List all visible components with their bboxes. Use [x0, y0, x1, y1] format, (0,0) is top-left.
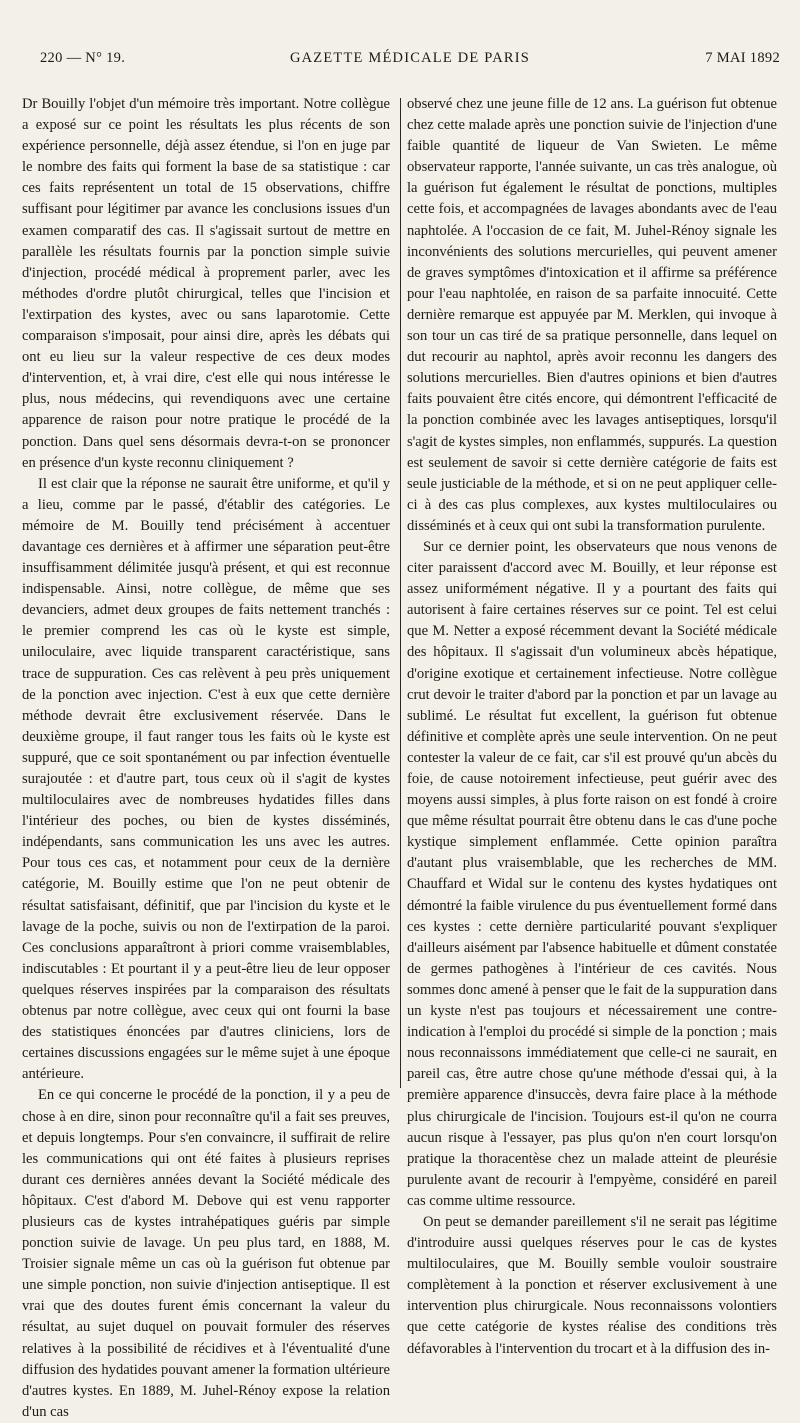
- left-column: [22, 94, 390, 1420]
- publication-title: GAZETTE MÉDICALE DE PARIS: [289, 50, 531, 66]
- page-number: 220 — N° 19.: [40, 50, 126, 66]
- column-divider: [400, 98, 401, 1088]
- paragraph: Sur ce dernier point, les observateurs que nous venons de citer paraissent d'accord avec M. Bouilly, et leur réponse est assez uniformément négative. Il y a pourtant des faits qui autorisent à faire certaines réserves sur ce point. Tel est celui que M. Netter a exposé récemment devant la Société médicale des hôpitaux. Il s'agissait d'un volumineux abcès hépatique, d'origine exotique et certainement infectieuse. Notre collègue crut devoir le traiter d'abord par la ponction et par un lavage au sublimé. Le résultat fut excellent, la guérison fut obtenue définitive et complète après une seule intervention. On ne peut contester la valeur de ce fait, car s'il est prouvé qu'un abcès du foie, de cause notoirement infectieuse, peut guérir avec des moyens aussi simples, à plus forte raison on est fondé à croire que même résultat pourrait être obtenu dans le cas d'une poche kystique simplement enflammée. Cette opinion paraîtra d'autant plus vraisemblable, que les recherches de MM. Chauffard et Widal sur le contenu des kystes hydatiques ont démontré la faible virulence du pus éventuellement formé dans ces kystes : cette dernière particularité pouvant s'expliquer d'ailleurs aisément par l'absence habituelle et dûment constatée de germes pathogènes à l'intérieur de ces cavités. Nous sommes donc amené à penser que le fait de la suppuration dans un kyste n'est pas toujours et nécessairement une contre-indication à l'emploi du procédé si simple de la ponction ; mais nous reconnaissons immédiatement que celle-ci ne saurait, en pareil cas, être autre chose qu'une méthode d'essai qui, à la première apparence d'insuccès, devra faire place à la méthode plus chirurgicale de l'incision. Toujours est-il qu'on ne courra aucun risque à l'essayer, pas plus qu'on n'en court lorsqu'on pratique la thoracentèse chez un malade atteint de pleurésie purulente avant de recourir à l'empyème, considéré en pareil cas comme ultime ressource.: [407, 538, 777, 1209]
- paragraph: Il est clair que la réponse ne saurait être uniforme, et qu'il y a lieu, comme par le passé, d'établir des catégories. Le mémoire de M. Bouilly tend précisément à accentuer davantage ces dernières et à affirmer une séparation peut-être insuffisamment délimitée jusqu'à présent, et qui est reconnue indispensable. Ainsi, notre collègue, de même que ses devanciers, admet deux groupes de faits nettement tranchés : le premier comprend les cas où le kyste est simple, uniloculaire, avec liquide transparent caractéristique, sans trace de suppuration. Ces cas relèvent à peu près uniquement de la ponction avec injection. C'est à eux que cette dernière méthode devrait être exclusivement réservée. Dans le deuxième groupe, il faut ranger tous les faits où le kyste est suppuré, que ce soit spontanément ou par infection éventuelle surajoutée : et d'autre part, tous ceux où il s'agit de kystes multiloculaires avec de nombreuses hydatides filles dans l'intérieur des poches, ou bien de kystes disséminés, indépendants, sans communication les uns avec les autres. Pour tous ces cas, et notamment pour ceux de la dernière catégorie, M. Bouilly estime que l'on ne peut obtenir de résultat satisfaisant, définitif, que par l'incision du kyste et le lavage de la poche, suivis ou non de l'extirpation de la paroi. Ces conclusions apparaîtront à priori comme vraisemblables, indiscutables : Et pourtant il y a peut-être lieu de leur opposer quelques réserves inspirées par la comparaison des résultats obtenus par notre collègue, avec ceux qui ont fourni la base des statistiques énoncées par d'autres cliniciens, lors de certaines discussions engagées sur le même sujet à une époque antérieure.: [22, 475, 390, 1083]
- running-header: [40, 50, 780, 72]
- paragraph: observé chez une jeune fille de 12 ans. La guérison fut obtenue chez cette malade après une ponction suivie de l'injection d'une faible quantité de liqueur de Van Swieten. Le même observateur rapporte, l'année suivante, un cas très analogue, où la guérison fut également le résultat de ponctions, multiples cette fois, et accompagnées de lavages abondants avec de l'eau naphtolée. A l'occasion de ce fait, M. Juhel-Rénoy signale les inconvénients des solutions mercurielles, qui peuvent amener de graves symptômes d'intoxication et il affirme sa préférence pour l'eau naphtolée, en raison de sa parfaite innocuité. Cette dernière remarque est appuyée par M. Merklen, qui invoque à son tour un cas tiré de sa pratique personnelle, dans lequel on dut recourir au naphtol, après avoir reconnu les dangers des solutions mercurielles. Bien d'autres opinions et bien d'autres faits pouvaient être cités encore, qui démontrent l'efficacité de la ponction combinée avec les lavages antiseptiques, lorsqu'il s'agit de kystes simples, non enflammés, suppurés. La question est seulement de savoir si cette dernière catégorie de faits est seule justiciable de la méthode, et si on ne peut appliquer celle-ci à des cas plus complexes, aux kystes multiloculaires ou disséminés et à ceux qui ont subi la transformation purulente.: [407, 96, 777, 534]
- issue-date: 7 MAI 1892: [705, 50, 780, 66]
- paragraph: En ce qui concerne le procédé de la ponction, il y a peu de chose à en dire, sinon pour reconnaître qu'il a fait ses preuves, et depuis longtemps. Pour s'en convaincre, il suffirait de relire les communications qui ont été faites à plusieurs reprises durant ces dernières années devant la Société médicale des hôpitaux. C'est d'abord M. Debove qui est venu rapporter plusieurs cas de kystes intrahépatiques guéris par simple ponction suivie de lavage. Un peu plus tard, en 1888, M. Troisier signale même un cas où la guérison fut obtenue par une simple ponction, non suivie d'injection antiseptique. Il est vrai que des doutes furent émis concernant la valeur du résultat, au sujet duquel on pouvait formuler des réserves relatives à la possibilité de récidives et à l'éventualité d'une diffusion des hydatides pouvant amener la formation ultérieure d'autres kystes. En 1889, M. Juhel-Rénoy expose la relation d'un cas: [22, 1087, 390, 1420]
- paragraph: Dr Bouilly l'objet d'un mémoire très important. Notre collègue a exposé sur ce point les résultats les plus récents de son expérience personnelle, déjà assez étendue, si l'on en juge par le nombre des faits qui forment la base de sa statistique : car ces faits représentent un total de 15 observations, chiffre suffisant pour légitimer par avance les conclusions issues d'un examen comparatif des cas. Il s'agissait surtout de mettre en parallèle les résultats fournis par la ponction simple suivie d'injection, procédé médical à proprement parler, avec les méthodes d'ordre plutôt chirurgical, telles que l'incision et l'extirpation des kystes, avec ou sans laparotomie. Cette comparaison s'imposait, pour ainsi dire, après les débats qui ont eu lieu sur la valeur respective de ces deux modes d'intervention, et, à vrai dire, c'est elle qui nous intéresse le plus, nous médecins, qui revendiquons avec une certaine apparence de raison pour notre pratique le procédé de la ponction. Dans quel sens désormais devra-t-on se prononcer en présence d'un kyste reconnu cliniquement ?: [22, 96, 390, 471]
- paragraph: On peut se demander pareillement s'il ne serait pas légitime d'introduire aussi quelques réserves pour le cas de kystes multiloculaires, que M. Bouilly semble vouloir soustraire complètement à la ponction et réserver exclusivement à une intervention plus chirurgicale. Nous reconnaissons volontiers que cette catégorie de kystes réalise des conditions très défavorables à l'intervention du trocart et à la diffusion des in-: [407, 1213, 777, 1357]
- right-column: [407, 94, 777, 1357]
